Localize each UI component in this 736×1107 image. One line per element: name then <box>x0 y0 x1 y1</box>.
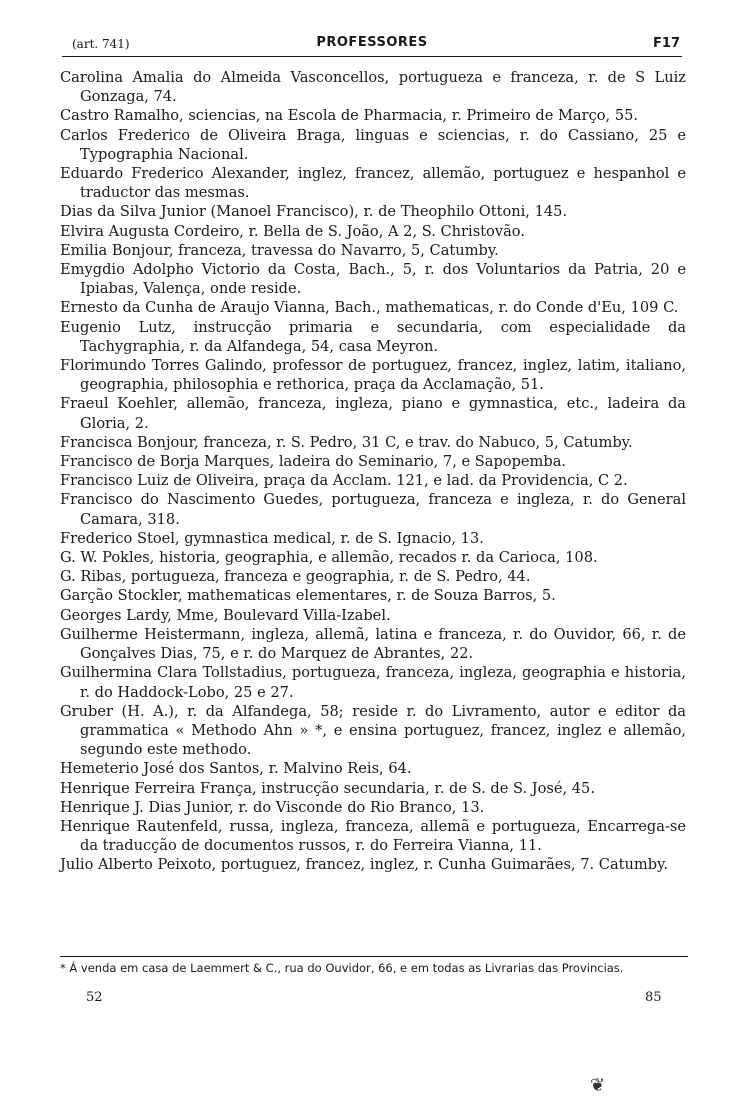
list-item: Gruber (H. A.), r. da Alfandega, 58; reside r. do Livramento, autor e editor da grammatica « Methodo Ahn » *, e ensina portuguez, francez, inglez e allemão, segundo este methodo. <box>60 702 686 759</box>
list-item: Guilhermina Clara Tollstadius, portugueza, franceza, ingleza, geographia e historia, r. do Haddock-Lobo, 25 e 27. <box>60 664 686 701</box>
list-item: Francisca Bonjour, franceza, r. S. Pedro, 31 C, e trav. do Nabuco, 5, Catumby. <box>60 433 633 451</box>
list-item: Eugenio Lutz, instrucção primaria e secundaria, com especialidade da Tachygraphia, r. da Alfandega, 54, casa Meyron. <box>60 318 686 355</box>
list-item: Francisco do Nascimento Guedes, portugueza, franceza e ingleza, r. do General Camara, 318. <box>60 491 686 528</box>
list-item: Emilia Bonjour, franceza, travessa do Navarro, 5, Catumby. <box>60 241 499 259</box>
list-item: Emygdio Adolpho Victorio da Costa, Bach., 5, r. dos Voluntarios da Patria, 20 e Ipiabas, Valença, onde reside. <box>60 261 686 298</box>
list-item: Henrique J. Dias Junior, r. do Visconde do Rio Branco, 13. <box>60 798 485 816</box>
list-item: Frederico Stoel, gymnastica medical, r. de S. Ignacio, 13. <box>60 529 484 547</box>
list-item: Castro Ramalho, sciencias, na Escola de Pharmacia, r. Primeiro de Março, 55. <box>60 107 639 125</box>
header-article-ref: (art. 741) <box>72 37 130 51</box>
list-item: Julio Alberto Peixoto, portuguez, francez, inglez, r. Cunha Guimarães, 7. Catumby. <box>60 856 669 874</box>
list-item: G. Ribas, portugueza, franceza e geographia, r. de S. Pedro, 44. <box>60 568 531 586</box>
professors-list <box>60 68 686 875</box>
footnote: * Á venda em casa de Laemmert & C., rua do Ouvidor, 66, e em todas as Livrarias das Provincias. <box>60 956 688 976</box>
list-item: Guilherme Heistermann, ingleza, allemã, latina e franceza, r. do Ouvidor, 66, r. de Gonçalves Dias, 75, e r. do Marquez de Abrantes, 22. <box>60 625 686 663</box>
list-item: Ernesto da Cunha de Araujo Vianna, Bach., mathematicas, r. do Conde d'Eu, 109 C. <box>60 299 679 317</box>
list-item: Henrique Rautenfeld, russa, ingleza, franceza, allemã e portugueza, Encarrega-se da traducção de documentos russos, r. do Ferreira Vianna, 11. <box>60 817 686 855</box>
list-item: Carolina Amalia do Almeida Vasconcellos, portugueza e franceza, r. de S Luiz Gonzaga, 74. <box>60 69 686 106</box>
printer-ornament-icon: ❦ <box>590 1075 606 1096</box>
list-item: Francisco Luiz de Oliveira, praça da Acclam. 121, e lad. da Providencia, C 2. <box>60 472 628 490</box>
page-header <box>62 34 682 57</box>
page-title: PROFESSORES <box>316 35 428 50</box>
list-item: Garção Stockler, mathematicas elementares, r. de Souza Barros, 5. <box>60 587 556 605</box>
list-item: Eduardo Frederico Alexander, inglez, francez, allemão, portuguez e hespanhol e traductor das mesmas. <box>60 165 686 202</box>
list-item: Florimundo Torres Galindo, professor de portuguez, francez, inglez, latim, italiano, geographia, philosophia e rethorica, praça da Acclamação, 51. <box>60 357 686 394</box>
list-item: Carlos Frederico de Oliveira Braga, linguas e sciencias, r. do Cassiano, 25 e Typographia Nacional. <box>60 126 686 163</box>
list-item: Francisco de Borja Marques, ladeira do Seminario, 7, e Sapopemba. <box>60 453 567 471</box>
page-number: F17 <box>653 36 680 51</box>
list-item: Georges Lardy, Mme, Boulevard Villa-Izabel. <box>60 606 391 624</box>
list-item: Elvira Augusta Cordeiro, r. Bella de S. João, A 2, S. Christovão. <box>60 222 525 240</box>
list-item: Dias da Silva Junior (Manoel Francisco), r. de Theophilo Ottoni, 145. <box>60 203 568 221</box>
footer-signature-left: 52 <box>86 990 103 1005</box>
list-item: Hemeterio José dos Santos, r. Malvino Reis, 64. <box>60 760 412 778</box>
footer-signature-right: 85 <box>645 990 662 1005</box>
list-item: G. W. Pokles, historia, geographia, e allemão, recados r. da Carioca, 108. <box>60 549 598 567</box>
list-item: Henrique Ferreira França, instrucção secundaria, r. de S. de S. José, 45. <box>60 779 595 797</box>
list-item: Fraeul Koehler, allemão, franceza, ingleza, piano e gymnastica, etc., ladeira da Gloria, 2. <box>60 395 686 432</box>
